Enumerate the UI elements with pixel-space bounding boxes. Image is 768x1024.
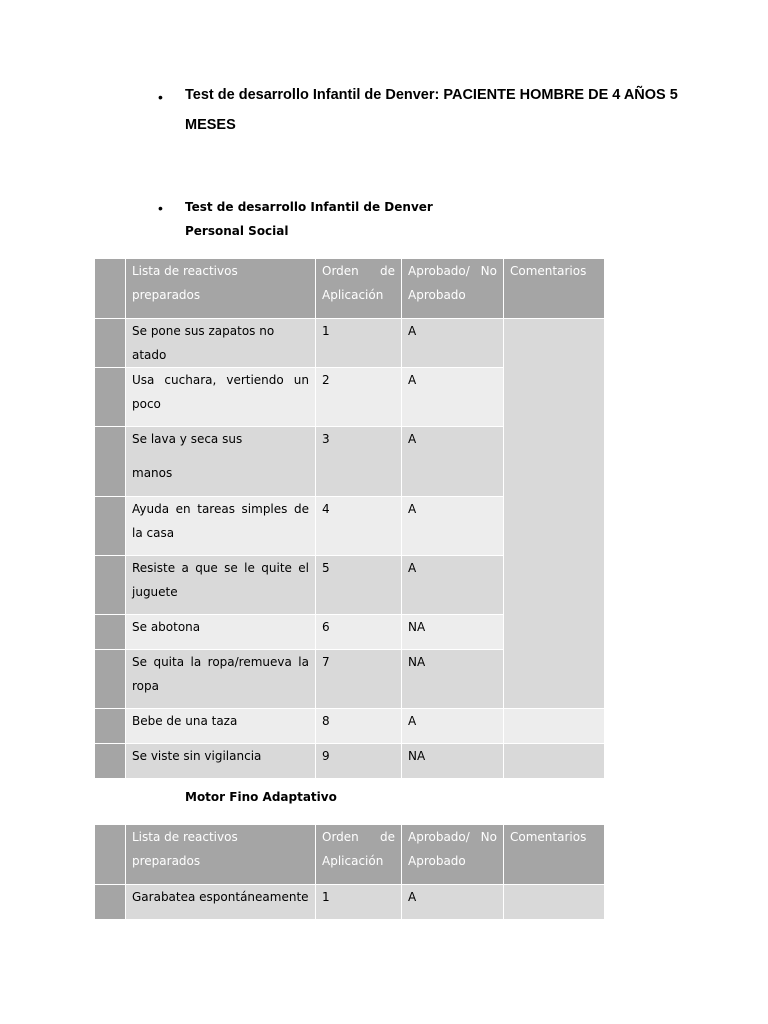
order-cell: 6: [316, 615, 402, 650]
table-header-row: [95, 825, 605, 885]
item-cell: Resiste a que se le quite el juguete: [126, 556, 316, 615]
comments-cell: [504, 744, 605, 779]
comments-cell: [504, 319, 605, 709]
main-heading-line2: MESES: [185, 117, 236, 133]
result-cell: A: [402, 709, 504, 744]
table-row: [95, 885, 605, 920]
item-cell: Se quita la ropa/remueva la ropa: [126, 650, 316, 709]
order-cell: 9: [316, 744, 402, 779]
item-cell: Se viste sin vigilancia: [126, 744, 316, 779]
main-heading: [185, 87, 705, 103]
heading-patient: PACIENTE HOMBRE DE 4 AÑOS 5: [443, 87, 678, 103]
order-cell: 5: [316, 556, 402, 615]
table-row: [95, 319, 605, 368]
table-header-row: [95, 259, 605, 319]
item-cell: Usa cuchara, vertiendo un poco: [126, 368, 316, 427]
item-cell: Se abotona: [126, 615, 316, 650]
table-row: [95, 744, 605, 779]
personal-social-table: [94, 258, 605, 779]
row-stub: [95, 259, 126, 319]
result-cell: NA: [402, 650, 504, 709]
order-cell: 4: [316, 497, 402, 556]
order-cell: 8: [316, 709, 402, 744]
bullet-dot: •: [158, 200, 163, 216]
order-cell: 1: [316, 885, 402, 920]
result-cell: NA: [402, 744, 504, 779]
col-header-items: Lista de reactivos preparados: [126, 825, 316, 885]
col-header-result: Aprobado/ No Aprobado: [402, 259, 504, 319]
item-cell: Bebe de una taza: [126, 709, 316, 744]
item-cell: Ayuda en tareas simples de la casa: [126, 497, 316, 556]
order-cell: 3: [316, 427, 402, 497]
heading-prefix: Test de desarrollo Infantil de Denver:: [185, 87, 444, 103]
order-cell: 1: [316, 319, 402, 368]
section-title-motor-fino: Motor Fino Adaptativo: [185, 790, 337, 804]
col-header-result: Aprobado/ No Aprobado: [402, 825, 504, 885]
item-cell: Se lava y seca sus manos: [126, 427, 316, 497]
result-cell: NA: [402, 615, 504, 650]
comments-cell: [504, 709, 605, 744]
item-cell: Garabatea espontáneamente: [126, 885, 316, 920]
result-cell: A: [402, 368, 504, 427]
table-row: [95, 709, 605, 744]
bullet-dot: •: [158, 89, 163, 105]
row-stub: [95, 825, 126, 885]
test-title: Test de desarrollo Infantil de Denver: [185, 200, 433, 214]
result-cell: A: [402, 497, 504, 556]
result-cell: A: [402, 556, 504, 615]
col-header-order: Orden de Aplicación: [316, 825, 402, 885]
order-cell: 2: [316, 368, 402, 427]
col-header-comments: Comentarios: [504, 825, 605, 885]
result-cell: A: [402, 885, 504, 920]
col-header-items: Lista de reactivos preparados: [126, 259, 316, 319]
col-header-order: Orden de Aplicación: [316, 259, 402, 319]
motor-fino-table: [94, 824, 605, 920]
col-header-comments: Comentarios: [504, 259, 605, 319]
section-title-personal-social: Personal Social: [185, 224, 289, 238]
result-cell: A: [402, 319, 504, 368]
order-cell: 7: [316, 650, 402, 709]
comments-cell: [504, 885, 605, 920]
result-cell: A: [402, 427, 504, 497]
item-cell: Se pone sus zapatos no atado: [126, 319, 316, 368]
